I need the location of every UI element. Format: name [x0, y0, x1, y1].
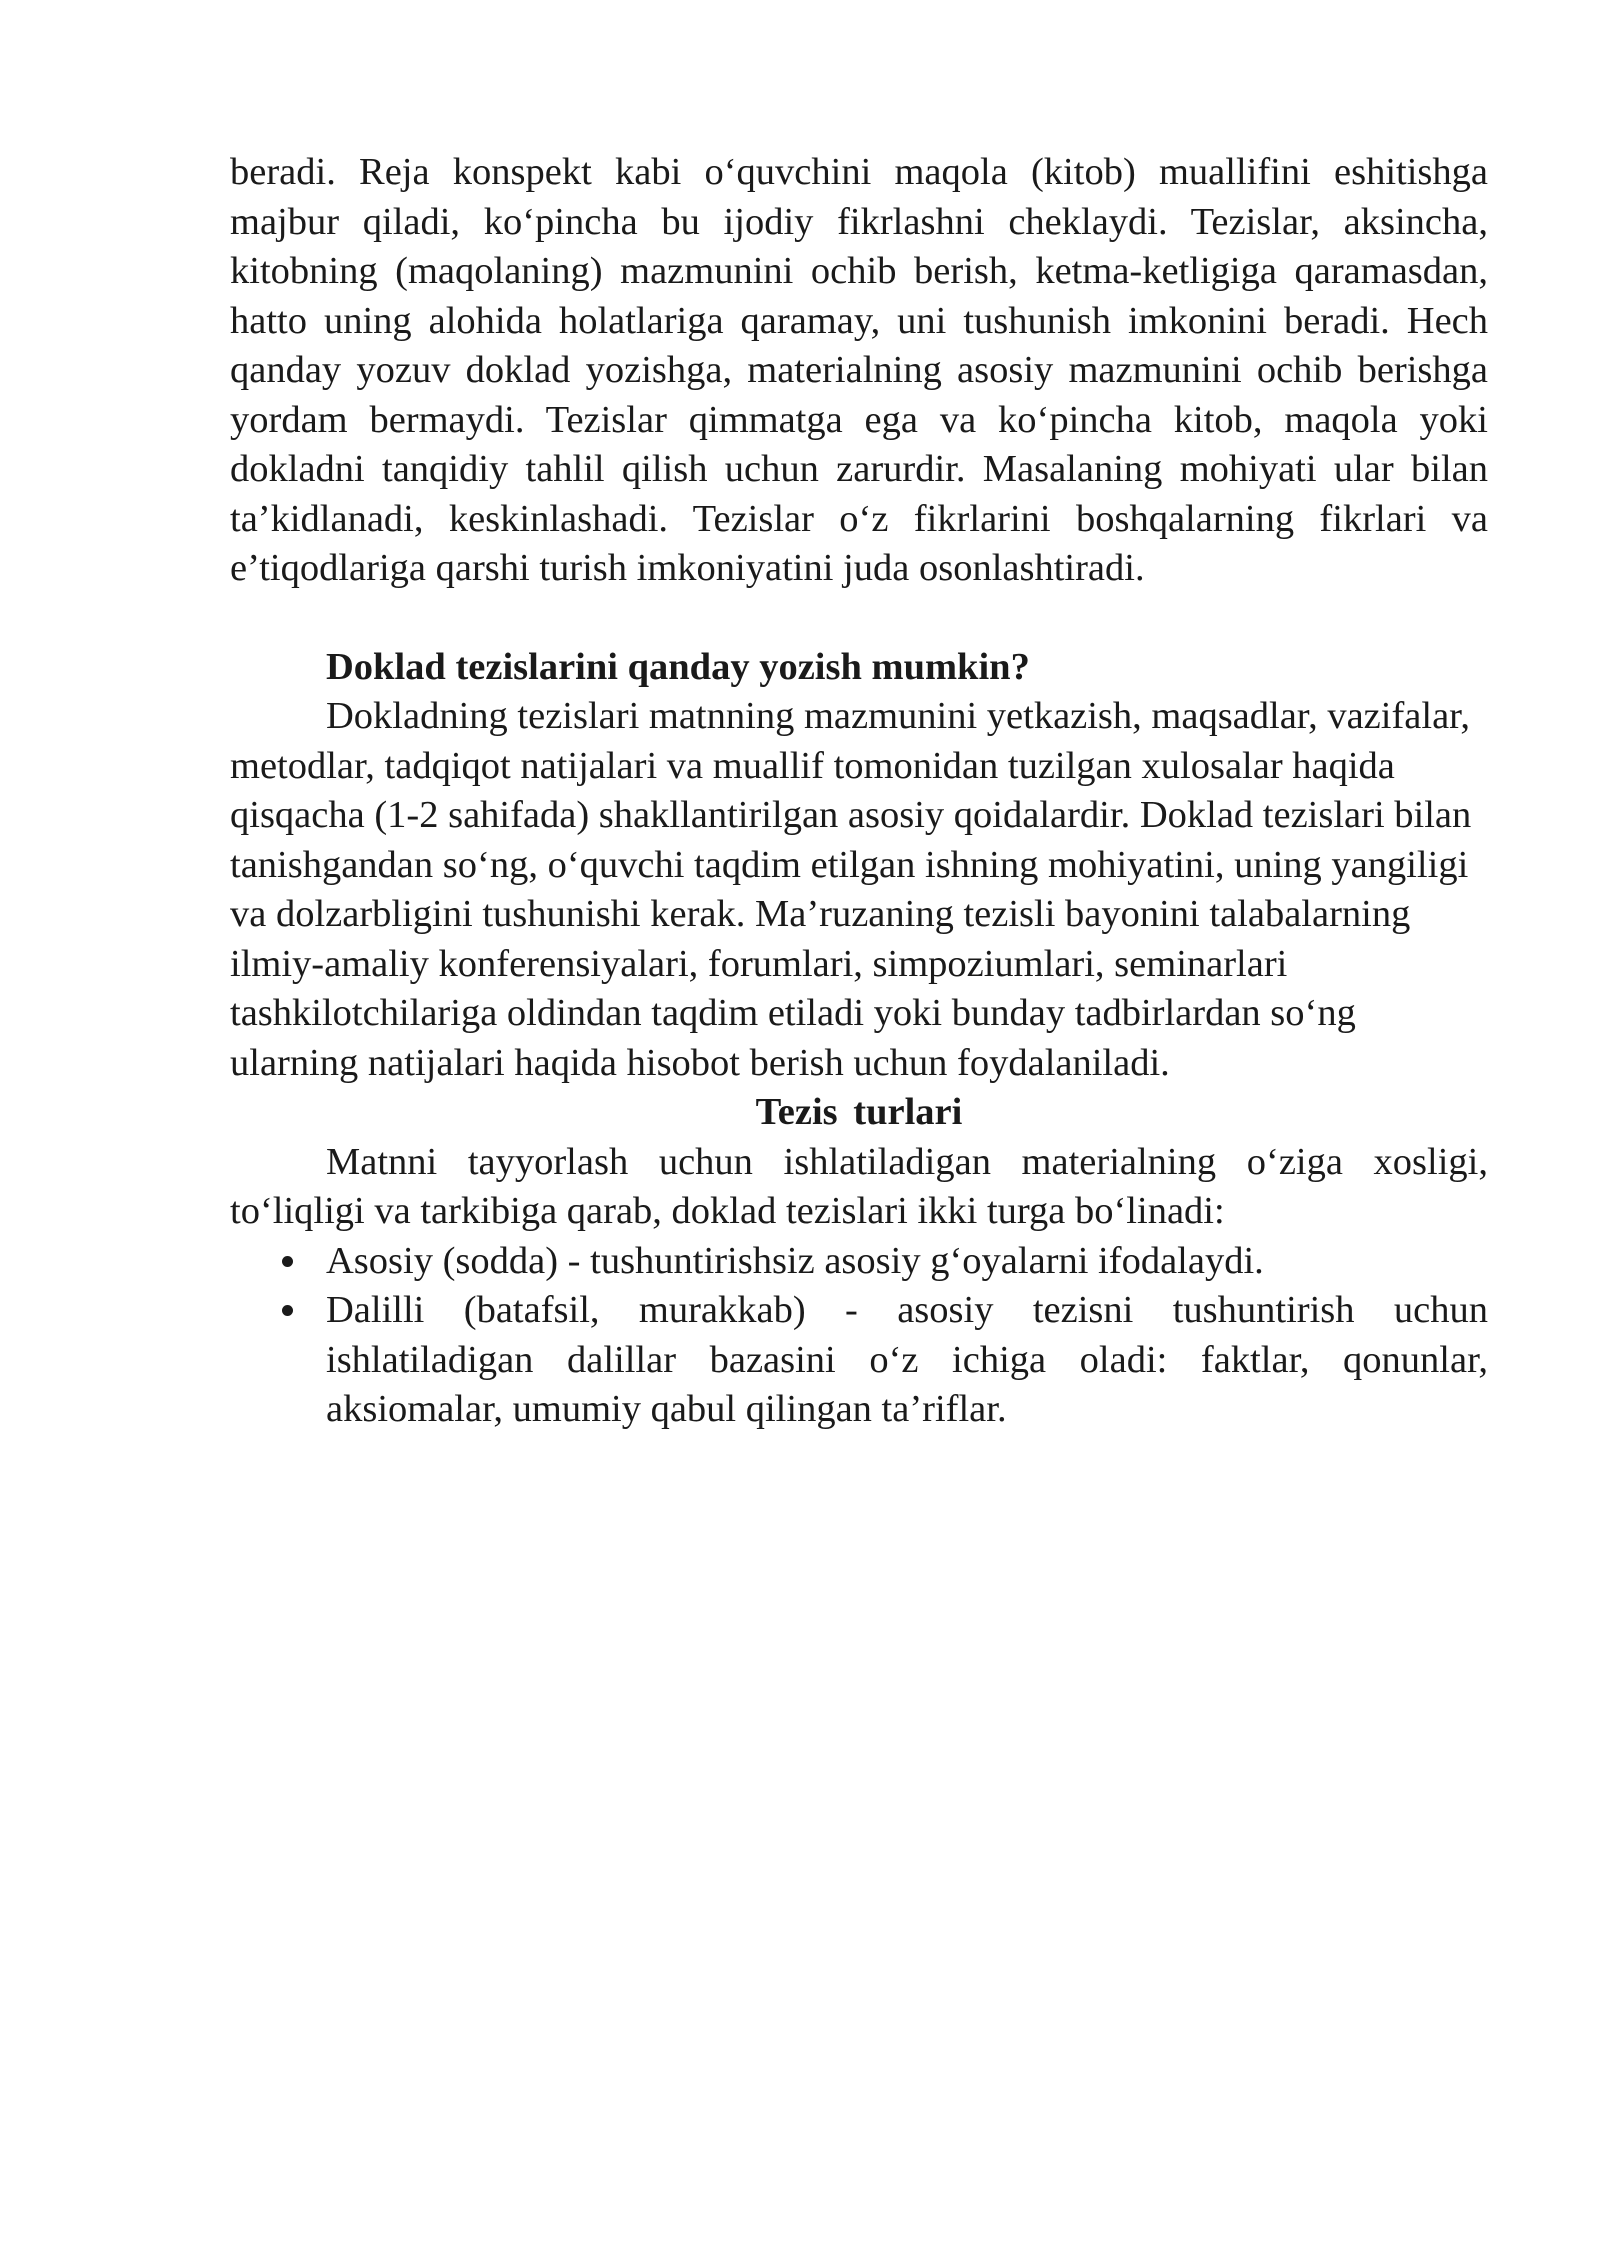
list-item: [230, 1286, 1488, 1435]
bullet-icon: [282, 1256, 293, 1267]
intro-paragraph: beradi. Reja konspekt kabi o‘quvchini maqola (kitob) muallifini eshitishga majbur qiladi, ko‘pincha bu ijodiy fikrlashni cheklaydi. Tezislar, aksincha, kitobning (maqolaning) mazmunini ochib berish, ketma-ketligiga qaramasdan, hatto uning alohida holatlariga qaramay, uni tushunish imkonini beradi. Hech qanday yozuv doklad yozishga, materialning asosiy mazmunini ochib berishga yordam bermaydi. Tezislar qimmatga ega va ko‘pincha kitob, maqola yoki dokladni tanqidiy tahlil qilish uchun zarurdir. Masalaning mohiyati ular bilan ta’kidlanadi, keskinlashadi. Tezislar o‘z fikrlarini boshqalarning fikrlari va e’tiqodlariga qarshi turish imkoniyatini juda osonlashtiradi.: [230, 151, 1488, 589]
doklad-tezislari-paragraph: Dokladning tezislari matnning mazmunini yetkazish, maqsadlar, vazifalar, metodlar, tadqiqot natijalari va muallif tomonidan tuzilgan xulosalar haqida qisqacha (1-2 sahifada) shakllantirilgan asosiy qoidalardir. Doklad tezislari bilan tanishgandan so‘ng, o‘quvchi taqdim etilgan ishning mohiyatini, uning yangiligi va dolzarbligini tushunishi kerak. Ma’ruzaning tezisli bayonini talabalarning ilmiy-amaliy konferensiyalari, forumlari, simpoziumlari, seminarlari tashkilotchilariga oldindan taqdim etiladi yoki bunday tadbirlardan so‘ng ularning natijalari haqida hisobot berish uchun foydalaniladi.: [230, 695, 1472, 1084]
list-item-text: Dalilli (batafsil, murakkab) - asosiy tezisni tushuntirish uchun ishlatiladigan dalillar bazasini o‘z ichiga oladi: faktlar, qonunlar, aksiomalar, umumiy qabul qilingan ta’riflar.: [326, 1289, 1488, 1430]
bullet-icon: [282, 1305, 293, 1316]
document-page: [230, 148, 1488, 1435]
tezis-types-list: [230, 1237, 1488, 1435]
section-heading-doklad-tezislari: Doklad tezislarini qanday yozish mumkin?: [326, 645, 1030, 688]
tezis-turlari-paragraph: Matnni tayyorlash uchun ishlatiladigan materialning o‘ziga xosligi, to‘liqligi va tarkibiga qarab, doklad tezislari ikki turga bo‘linadi:: [230, 1140, 1488, 1232]
list-item-text: Asosiy (sodda) - tushuntirishsiz asosiy g‘oyalarni ifodalaydi.: [326, 1239, 1264, 1282]
list-item: [230, 1237, 1488, 1287]
section-title-tezis-turlari: Tezis turlari: [755, 1091, 963, 1133]
